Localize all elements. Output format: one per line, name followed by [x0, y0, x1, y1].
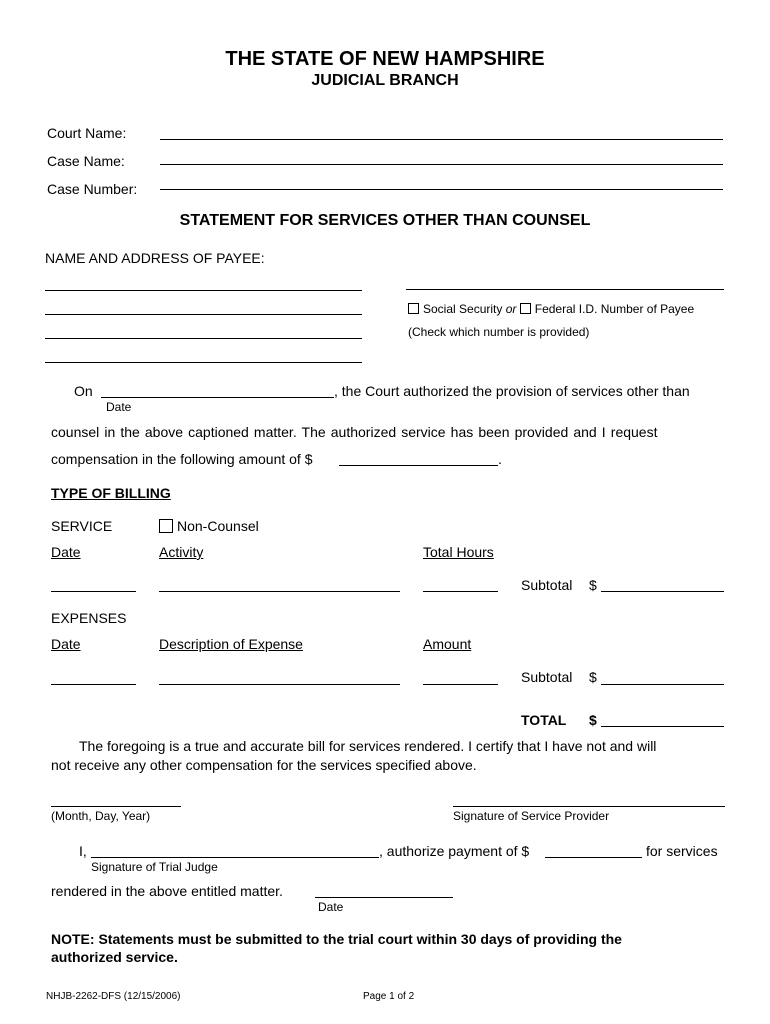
- service-date-header: Date: [51, 544, 81, 560]
- id-note: (Check which number is provided): [408, 325, 590, 339]
- expense-subtotal-field[interactable]: [601, 684, 724, 685]
- non-counsel-checkbox[interactable]: [159, 519, 173, 533]
- activity-field[interactable]: [159, 591, 400, 592]
- expense-subtotal-currency: $: [589, 669, 597, 685]
- note-line-1: NOTE: Statements must be submitted to the trial court within 30 days of providing the: [51, 931, 622, 947]
- total-currency: $: [589, 712, 597, 728]
- fein-checkbox[interactable]: [520, 303, 531, 314]
- state-title: THE STATE OF NEW HAMPSHIRE: [225, 48, 545, 70]
- non-counsel-label: Non-Counsel: [177, 518, 259, 534]
- certification-line-1: The foregoing is a true and accurate bill for services rendered. I certify that I have not and will: [79, 738, 657, 754]
- page-number: Page 1 of 2: [363, 991, 415, 1002]
- judge-signature-caption: Signature of Trial Judge: [91, 860, 218, 874]
- court-name-field[interactable]: [160, 139, 723, 140]
- service-subtotal-label: Subtotal: [521, 577, 573, 593]
- judge-for-services: for services: [646, 843, 718, 859]
- compensation-amount-field[interactable]: [339, 465, 498, 466]
- case-name-label: Case Name:: [47, 153, 125, 169]
- certification-date-caption: (Month, Day, Year): [51, 809, 151, 823]
- payee-label: NAME AND ADDRESS OF PAYEE:: [45, 250, 265, 266]
- auth-date-caption: Date: [106, 400, 132, 414]
- id-number-field[interactable]: [406, 289, 724, 290]
- total-hours-header: Total Hours: [423, 544, 494, 560]
- id-type-row: [408, 302, 694, 316]
- certification-line-2: not receive any other compensation for the services specified above.: [51, 757, 477, 773]
- payee-line-1[interactable]: [45, 290, 362, 291]
- judge-name-field[interactable]: [91, 857, 379, 858]
- expense-subtotal-label: Subtotal: [521, 669, 573, 685]
- auth-line-3: compensation in the following amount of $: [51, 451, 313, 467]
- auth-period: .: [498, 451, 502, 467]
- payee-line-3[interactable]: [45, 338, 362, 339]
- form-title: STATEMENT FOR SERVICES OTHER THAN COUNSEL: [179, 212, 591, 229]
- payee-line-2[interactable]: [45, 314, 362, 315]
- note-line-2: authorized service.: [51, 949, 178, 965]
- service-label: SERVICE: [51, 518, 113, 534]
- service-provider-signature-caption: Signature of Service Provider: [453, 809, 610, 823]
- auth-date-field[interactable]: [101, 397, 334, 398]
- judge-date-field[interactable]: [315, 897, 453, 898]
- amount-header: Amount: [423, 636, 472, 652]
- judge-authorize: , authorize payment of $: [379, 843, 530, 859]
- description-field[interactable]: [159, 684, 400, 685]
- auth-line-2: counsel in the above captioned matter. The authorized service has been provided and I request: [51, 424, 658, 440]
- case-number-field[interactable]: [160, 189, 723, 190]
- form-id: NHJB-2262-DFS (12/15/2006): [46, 991, 181, 1002]
- judge-date-caption: Date: [318, 900, 344, 914]
- service-date-field[interactable]: [51, 591, 136, 592]
- expense-date-header: Date: [51, 636, 81, 652]
- service-subtotal-field[interactable]: [601, 591, 724, 592]
- branch-title: JUDICIAL BRANCH: [311, 72, 459, 89]
- or-label: or: [505, 302, 517, 316]
- total-label: TOTAL: [521, 712, 567, 728]
- non-counsel-option: [159, 518, 259, 534]
- case-number-label: Case Number:: [47, 181, 138, 197]
- total-field[interactable]: [601, 726, 724, 727]
- payee-line-4[interactable]: [45, 362, 362, 363]
- ssn-checkbox[interactable]: [408, 303, 419, 314]
- judge-i: I,: [79, 843, 87, 859]
- amount-field[interactable]: [423, 684, 498, 685]
- auth-clause: , the Court authorized the provision of services other than: [334, 383, 690, 399]
- billing-heading: TYPE OF BILLING: [51, 485, 171, 501]
- ssn-label: Social Security: [423, 302, 503, 316]
- certification-date-field[interactable]: [51, 806, 181, 807]
- auth-on: On: [74, 383, 93, 399]
- judge-payment-field[interactable]: [545, 857, 642, 858]
- service-subtotal-currency: $: [589, 577, 597, 593]
- expense-date-field[interactable]: [51, 684, 136, 685]
- expenses-label: EXPENSES: [51, 610, 127, 626]
- judge-rendered: rendered in the above entitled matter.: [51, 883, 283, 899]
- service-provider-signature-field[interactable]: [453, 806, 725, 807]
- case-name-field[interactable]: [160, 164, 723, 165]
- description-header: Description of Expense: [159, 636, 303, 652]
- activity-header: Activity: [159, 544, 204, 560]
- court-name-label: Court Name:: [47, 125, 127, 141]
- fein-label: Federal I.D. Number of Payee: [534, 302, 695, 316]
- total-hours-field[interactable]: [423, 591, 498, 592]
